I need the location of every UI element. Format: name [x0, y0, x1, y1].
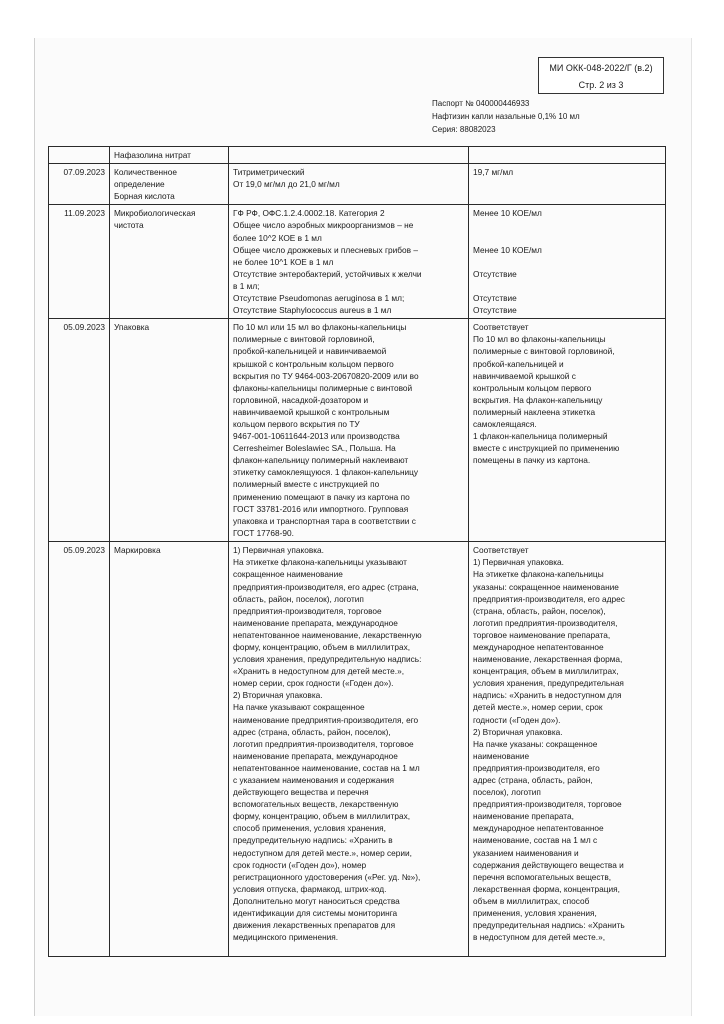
text-line: форму, концентрацию, объем в миллилитрах,	[233, 811, 411, 822]
text-line: вскрытия по ТУ 9464-003-20670820-2009 или во	[233, 370, 419, 381]
row-date: 11.09.2023	[49, 205, 110, 319]
text-line: 1) Первичная упаковка.	[473, 557, 564, 568]
text-line: сокращенное наименование	[233, 569, 343, 580]
text-line: предприятия-производителя, торговое	[473, 799, 622, 810]
text-line: с указанием наименования и содержания	[233, 775, 395, 785]
text-line: Менее 10 КОЕ/мл	[473, 244, 542, 255]
text-line	[473, 280, 661, 292]
row-result	[469, 542, 666, 957]
text-line: объем в миллилитрах, способ	[473, 895, 590, 906]
text-line: идентификации для системы мониторинга	[233, 908, 398, 919]
row-indicator: Количественное определение Борная кислота	[110, 164, 229, 205]
text-line: наименование препарата,	[473, 811, 574, 822]
text-line: крышкой с контрольным кольцом первого	[233, 358, 394, 369]
text-line: ГФ РФ, ОФС.1.2.4.0002.18. Категория 2	[233, 208, 385, 219]
text-line: международное непатентованное	[473, 641, 604, 652]
row-norm	[229, 319, 469, 542]
text-line: непатентованное наименование, лекарственную	[233, 629, 422, 640]
text-line: логотип предприятия-производителя, торговое	[233, 738, 414, 749]
text-line: кольцом первого вскрытия по ТУ	[233, 418, 360, 429]
text-line: в недоступном для детей месте.»,	[473, 932, 606, 943]
text-line: 1) Первичная упаковка.	[233, 545, 324, 556]
text-line: адрес (страна, область, район,	[473, 775, 593, 785]
text-line: применения, условия хранения,	[473, 908, 597, 919]
text-line: Менее 10 КОЕ/мл	[473, 208, 542, 219]
text-line: горловиной, насадкой-дозатором и	[233, 394, 369, 405]
text-line: (страна, область, район, поселок),	[473, 605, 606, 616]
text-line: наименование	[473, 750, 530, 761]
text-line: вместе с инструкцией по применению	[473, 443, 620, 454]
text-line: условия хранения, предупредительную надпись:	[233, 654, 422, 665]
header-cell-empty	[49, 147, 110, 164]
row-date: 05.09.2023	[49, 319, 110, 542]
text-line: На этикетке флакона-капельницы указывают	[233, 557, 407, 568]
text-line: наименование препарата, международное	[233, 750, 398, 761]
passport-block	[432, 97, 580, 136]
text-line: ГОСТ 33781-2016 или импортного. Групповая	[233, 503, 409, 514]
text-line: Общее число аэробных микроорганизмов – не	[233, 220, 414, 231]
text-line: самоклеящаяся.	[473, 418, 537, 429]
text-line: Общее число дрожжевых и плесневых грибов –	[233, 244, 418, 255]
text-line: перечня вспомогательных веществ,	[473, 871, 612, 882]
text-line: Соответствует	[473, 545, 529, 556]
table-row	[49, 319, 666, 542]
text-line: 9467-001-10611644-2013 или производства	[233, 431, 400, 442]
text-line: непатентованное наименование, состав на 1 мл	[233, 762, 420, 773]
text-line: полимерные с винтовой горловиной,	[233, 334, 375, 345]
text-line: концентрация, объем в миллилитрах,	[473, 666, 619, 677]
text-line	[473, 232, 661, 244]
text-line: предупредительную надпись: «Хранить в	[233, 835, 393, 846]
text-line: предприятия-производителя, его адрес (страна,	[233, 581, 419, 592]
text-line: 1 флакон-капельница полимерный	[473, 431, 608, 442]
text-line	[473, 219, 661, 231]
text-line: условия хранения, предупредительная	[473, 678, 624, 689]
table-row	[49, 164, 666, 205]
text-line: адрес (страна, область, район, поселок),	[233, 726, 391, 737]
text-line: ГОСТ 17768-90.	[233, 527, 294, 538]
text-line: предприятия-производителя, его	[473, 762, 600, 773]
passport-number: Паспорт № 040000446933	[432, 99, 530, 108]
text-line: предприятия-производителя, его адрес	[473, 593, 625, 604]
text-line: Cerresheimer Boleslawiec SA., Польша. На	[233, 443, 396, 454]
text-line: в 1 мл;	[233, 280, 260, 291]
table-row	[49, 542, 666, 957]
row-indicator: Упаковка	[110, 319, 229, 542]
text-line: применению помещают в пачку из картона по	[233, 491, 410, 502]
text-line: Отсутствие Staphylococcus aureus в 1 мл	[233, 305, 392, 316]
text-line: надпись: «Хранить в недоступном для	[473, 690, 622, 701]
text-line: детей месте.», номер серии, срок	[473, 702, 603, 713]
text-line: 2) Вторичная упаковка.	[473, 726, 563, 737]
text-line: Дополнительно могут наноситься средства	[233, 895, 400, 906]
row-result: 19,7 мг/мл	[469, 164, 666, 205]
text-line: флаконы-капельницы полимерные с винтовой	[233, 382, 413, 393]
header-cell-empty	[469, 147, 666, 164]
text-line: форму, концентрацию, объем в миллилитрах,	[233, 641, 411, 652]
text-line: пробкой-капельницей и	[473, 358, 564, 369]
text-line: медицинского применения.	[233, 932, 339, 943]
text-line: область, район, поселок), логотип	[233, 593, 364, 604]
text-line: содержания действующего вещества и	[473, 859, 624, 870]
text-line: недоступном для детей месте.», номер серии,	[233, 847, 412, 858]
text-line: полимерные с винтовой горловиной,	[473, 346, 615, 357]
text-line: На пачке указывают сокращенное	[233, 702, 365, 713]
row-norm	[229, 205, 469, 319]
row-result	[469, 205, 666, 319]
text-line: Отсутствие энтеробактерий, устойчивых к желчи	[233, 268, 422, 279]
text-line: способ применения, условия хранения,	[233, 823, 386, 834]
text-line: наименование предприятия-производителя, его	[233, 714, 419, 725]
text-line: упаковка и транспортная тара в соответствии с	[233, 515, 416, 526]
text-line: не более 10^1 КОЕ в 1 мл	[233, 256, 334, 267]
text-line: номер серии, срок годности («Годен до»).	[233, 678, 394, 689]
text-line: действующего вещества и перечня	[233, 787, 369, 798]
text-line: пробкой-капельницей и навинчиваемой	[233, 346, 387, 357]
text-line: полимерный наклеена этикетка	[473, 406, 596, 417]
text-line: лекарственная форма, концентрация,	[473, 883, 620, 894]
text-line: торговое наименование препарата,	[473, 629, 611, 640]
row-result	[469, 319, 666, 542]
text-line: На этикетке флакона-капельницы	[473, 569, 604, 580]
text-line	[473, 256, 661, 268]
text-line: годности («Годен до»).	[473, 714, 561, 725]
text-line: наименование препарата, международное	[233, 617, 398, 628]
text-line: указанием наименования и	[473, 847, 579, 858]
row-norm	[229, 542, 469, 957]
text-line: регистрационного удостоверения («Рег. уд. №»),	[233, 871, 421, 882]
text-line: международное непатентованное	[473, 823, 604, 834]
series-number: Серия: 88082023	[432, 125, 496, 134]
text-line: помещены в пачку из картона.	[473, 455, 591, 466]
text-line: срок годности («Годен до»), номер	[233, 859, 367, 870]
text-line: предупредительная надпись: «Хранить	[473, 920, 625, 931]
text-line: логотип предприятия-производителя,	[473, 617, 618, 628]
text-line: Отсутствие Pseudomonas aeruginosa в 1 мл;	[233, 293, 405, 304]
row-indicator: Маркировка	[110, 542, 229, 957]
document-code-box: МИ ОКК-048-2022/Г (в.2)	[538, 57, 664, 79]
text-line: По 10 мл или 15 мл во флаконы-капельницы	[233, 322, 407, 333]
text-line: контрольным кольцом первого	[473, 382, 592, 393]
results-table	[48, 146, 666, 957]
page-number: Стр. 2 из 3	[538, 77, 664, 94]
text-line: Отсутствие	[473, 293, 517, 304]
text-line: наименование, лекарственная форма,	[473, 654, 623, 665]
text-line: более 10^2 КОЕ в 1 мл	[233, 232, 322, 243]
row-norm: Титриметрический От 19,0 мг/мл до 21,0 мг/мл	[229, 164, 469, 205]
text-line: навинчиваемой крышкой с	[473, 370, 576, 381]
text-line: предприятия-производителя, торговое	[233, 605, 382, 616]
row-indicator: Микробиологическая чистота	[110, 205, 229, 319]
text-line: поселок), логотип	[473, 787, 541, 798]
text-line: На пачке указаны: сокращенное	[473, 738, 598, 749]
header-cell-substance: Нафазолина нитрат	[110, 147, 229, 164]
header-cell-empty	[229, 147, 469, 164]
text-line: Отсутствие	[473, 268, 517, 279]
table-row	[49, 205, 666, 319]
text-line: вскрытия. На флакон-капельницу	[473, 394, 603, 405]
text-line: наименование, состав на 1 мл с	[473, 835, 598, 846]
row-date: 05.09.2023	[49, 542, 110, 957]
text-line: условия отпуска, фармакод, штрих-код.	[233, 883, 387, 894]
product-name: Нафтизин капли назальные 0,1% 10 мл	[432, 112, 580, 121]
text-line: полимерный вместе с инструкцией по	[233, 479, 380, 490]
text-line: По 10 мл во флаконы-капельницы	[473, 334, 606, 345]
text-line: 2) Вторичная упаковка.	[233, 690, 323, 701]
text-line: «Хранить в недоступном для детей месте.»,	[233, 666, 405, 677]
text-line: указаны: сокращенное наименование	[473, 581, 619, 592]
row-date: 07.09.2023	[49, 164, 110, 205]
text-line: Соответствует	[473, 322, 529, 333]
text-line: вспомогательных веществ, лекарственную	[233, 799, 399, 810]
text-line: этикетку самоклеящуюся. 1 флакон-капельницу	[233, 467, 419, 478]
text-line: навинчиваемой крышкой с контрольным	[233, 406, 390, 417]
text-line: Отсутствие	[473, 305, 517, 316]
text-line: движения лекарственных препаратов для	[233, 920, 396, 931]
table-header-row	[49, 147, 666, 164]
text-line: флакон-капельницу полимерный наклеивают	[233, 455, 409, 466]
